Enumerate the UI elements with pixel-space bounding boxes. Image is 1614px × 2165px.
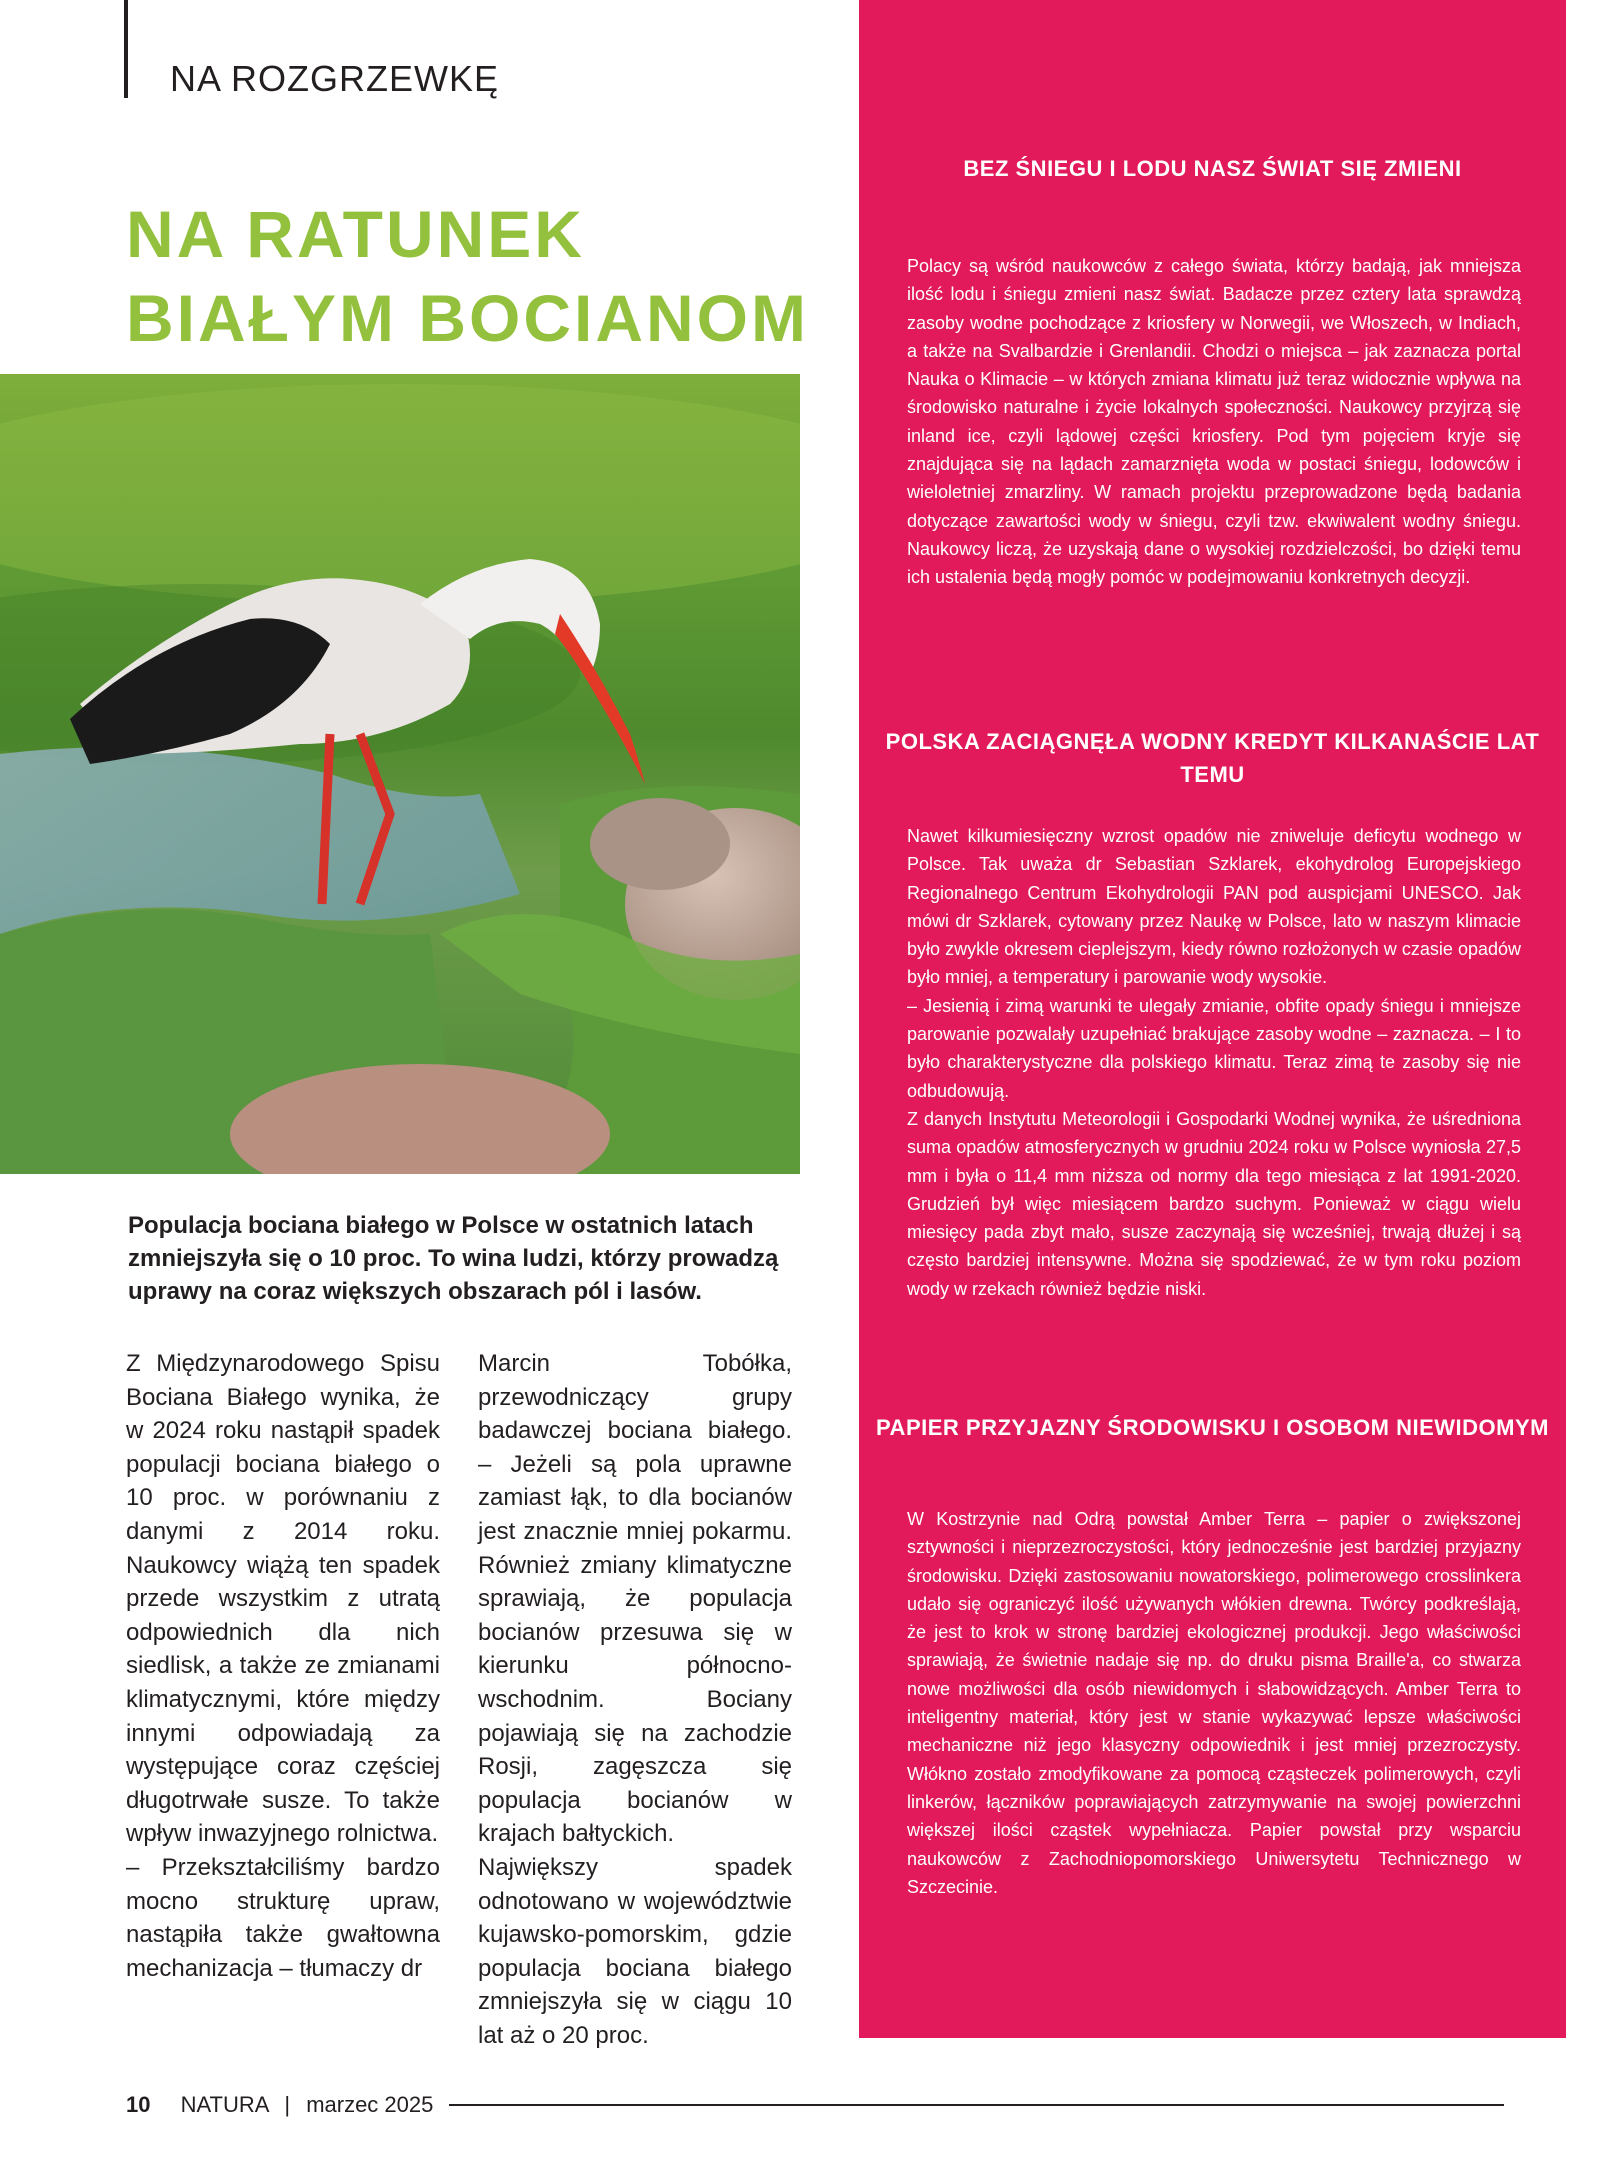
article-title — [126, 192, 826, 360]
body-paragraph: Największy spadek odnotowano w województwie kujawsko-pomorskim, gdzie populacja bociana białego zmniejszyła się w ciągu 10 lat aż o 20 proc. — [478, 1853, 792, 2049]
issue-date: marzec 2025 — [306, 2092, 434, 2117]
lead-paragraph: Populacja bociana białego w Polsce w ostatnich latach zmniejszyła się o 10 proc. To wina ludzi, którzy prowadzą uprawy na coraz większych obszarach pól i lasów. — [128, 1212, 779, 1305]
magazine-name: NATURA — [180, 2092, 269, 2117]
sidebar-body — [907, 822, 1521, 1303]
sidebar-body — [907, 252, 1521, 592]
sidebar-heading: BEZ ŚNIEGU I LODU NASZ ŚWIAT SIĘ ZMIENI — [963, 156, 1462, 181]
body-paragraph: Z Międzynarodowego Spisu Bociana Białego wynika, że w 2024 roku nastąpił spadek populacji bociana białego o 10 proc. w porównaniu z danymi z 2014 roku. Naukowcy wiążą ten spadek przede wszystkim z utratą odpowiednich dla nich siedlisk, a także ze zmianami klimatycznymi, które między innymi odpowiadają za występujące coraz częściej długotrwałe susze. To także wpływ inwazyjnego rolnictwa. — [126, 1350, 440, 1848]
body-paragraph: Marcin Tobółka, przewodniczący grupy badawczej bociana białego. – Jeżeli są pola uprawne zamiast łąk, to dla bocianów jest znacznie mniej pokarmu. Również zmiany klimatyczne sprawiają, że populacja bocianów przesuwa się w kierunku północno-wschodnim. Bociany pojawiają się na zachodzie Rosji, zagęszcza się populacja bocianów w krajach bałtyckich. — [478, 1350, 792, 1848]
stork-photo — [0, 374, 800, 1174]
sidebar-paragraph: Polacy są wśród naukowców z całego świata, którzy badają, jak mniejsza ilość lodu i śniegu zmieni nasz świat. Badacze przez cztery lata sprawdzą zasoby wodne pochodzące z kriosfery w Norwegii, we Włoszech, w Indiach, a także na Svalbardzie i Grenlandii. Chodzi o miejsca – jak zaznacza portal Nauka o Klimacie – w których zmiana klimatu już teraz widocznie wpływa na środowisko naturalne i życie lokalnych społeczności. Naukowcy przyjrzą się inland ice, czyli lądowej części kriosfery. Pod tym pojęciem kryje się znajdująca się na lądach zamarznięta woda w postaci śniegu, lodowców i wieloletniej zmarzliny. W ramach projektu przeprowadzone będą badania dotyczące zawartości wody w śniegu, czyli tzw. ekwiwalent wodny śniegu. Naukowcy liczą, że uzyskają dane o wysokiej rozdzielczości, bo dzięki temu ich ustalenia będą mogły pomóc w podejmowaniu konkretnych decyzji. — [907, 256, 1521, 588]
page-footer — [126, 2092, 433, 2118]
sidebar-paragraph: Nawet kilkumiesięczny wzrost opadów nie zniweluje deficytu wodnego w Polsce. Tak uważa dr Sebastian Szklarek, ekohydrolog Europejskiego Regionalnego Centrum Ekohydrologii PAN pod auspicjami UNESCO. Jak mówi dr Szklarek, cytowany przez Naukę w Polsce, lato w naszym klimacie było zwykle okresem cieplejszym, kiedy równo rozłożonych w czasie opadów było mniej, a temperatury i parowanie wody wysokie. — [907, 826, 1521, 988]
footer-separator: | — [284, 2092, 291, 2117]
sidebar-body — [907, 1505, 1521, 1901]
title-line-1: NA RATUNEK — [126, 197, 585, 271]
body-column-right — [478, 1347, 792, 2052]
title-line-2: BIAŁYM BOCIANOM — [126, 281, 809, 355]
sidebar-paragraph: W Kostrzynie nad Odrą powstał Amber Terra – papier o zwiększonej sztywności i nieprzezroczystości, który jednocześnie jest bardziej przyjazny środowisku. Dzięki zastosowaniu nowatorskiego, polimerowego crosslinkera udało się ograniczyć ilość używanych włókien drewna. Twórcy podkreślają, że jest to krok w stronę bardziej ekologicznej produkcji. Jego właściwości sprawiają, że świetnie nadaje się np. do druku pisma Braille'a, co stwarza nowe możliwości dla osób niewidomych i słabowidzących. Amber Terra to inteligentny materiał, który jest w stanie wykazywać lepsze właściwości mechaniczne niż jego klasyczny odpowiednik i jest mniej przezroczysty. Włókno zostało zmodyfikowane za pomocą cząsteczek polimerowych, czyli linkerów, łączników poprawiających zatrzymywanie na swojej powierzchni większej ilości cząstek wypełniacza. Papier powstał przy wsparciu naukowców z Zachodniopomorskiego Uniwersytetu Technicznego w Szczecinie. — [907, 1509, 1521, 1897]
sidebar-paragraph: – Jesienią i zimą warunki te ulegały zmianie, obfite opady śniegu i mniejsze parowanie pozwalały uzupełniać brakujące zasoby wodne – zaznacza. – I to było charakterystyczne dla polskiego klimatu. Teraz zimą te zasoby się nie odbudowują. — [907, 995, 1521, 1101]
page-number: 10 — [126, 2092, 151, 2117]
sidebar-heading: POLSKA ZACIĄGNĘŁA WODNY KREDYT KILKANAŚCIE LAT TEMU — [885, 729, 1540, 787]
body-column-left — [126, 1347, 440, 1985]
news-sidebar — [859, 0, 1566, 2038]
body-paragraph: – Przekształciliśmy bardzo mocno strukturę upraw, nastąpiła także gwałtowna mechanizacja – tłumaczy dr — [126, 1853, 440, 1982]
section-label: NA ROZGRZEWKĘ — [170, 58, 500, 99]
sidebar-paragraph: Z danych Instytutu Meteorologii i Gospodarki Wodnej wynika, że uśredniona suma opadów atmosferycznych w grudniu 2024 roku w Polsce wyniosła 27,5 mm i była o 11,4 mm niższa od normy dla tego miesiąca z lat 1991-2020. Grudzień był więc miesiącem bardzo suchym. Ponieważ w ciągu wielu miesięcy pada zbyt mało, susze zaczynają się wcześniej, trwają dłużej i są często bardziej intensywne. Można się spodziewać, że w tym roku poziom wody w rzekach również będzie niski. — [907, 1108, 1521, 1299]
sidebar-heading: PAPIER PRZYJAZNY ŚRODOWISKU I OSOBOM NIEWIDOMYM — [876, 1415, 1549, 1440]
section-rule — [124, 0, 128, 98]
footer-rule — [449, 2104, 1504, 2106]
